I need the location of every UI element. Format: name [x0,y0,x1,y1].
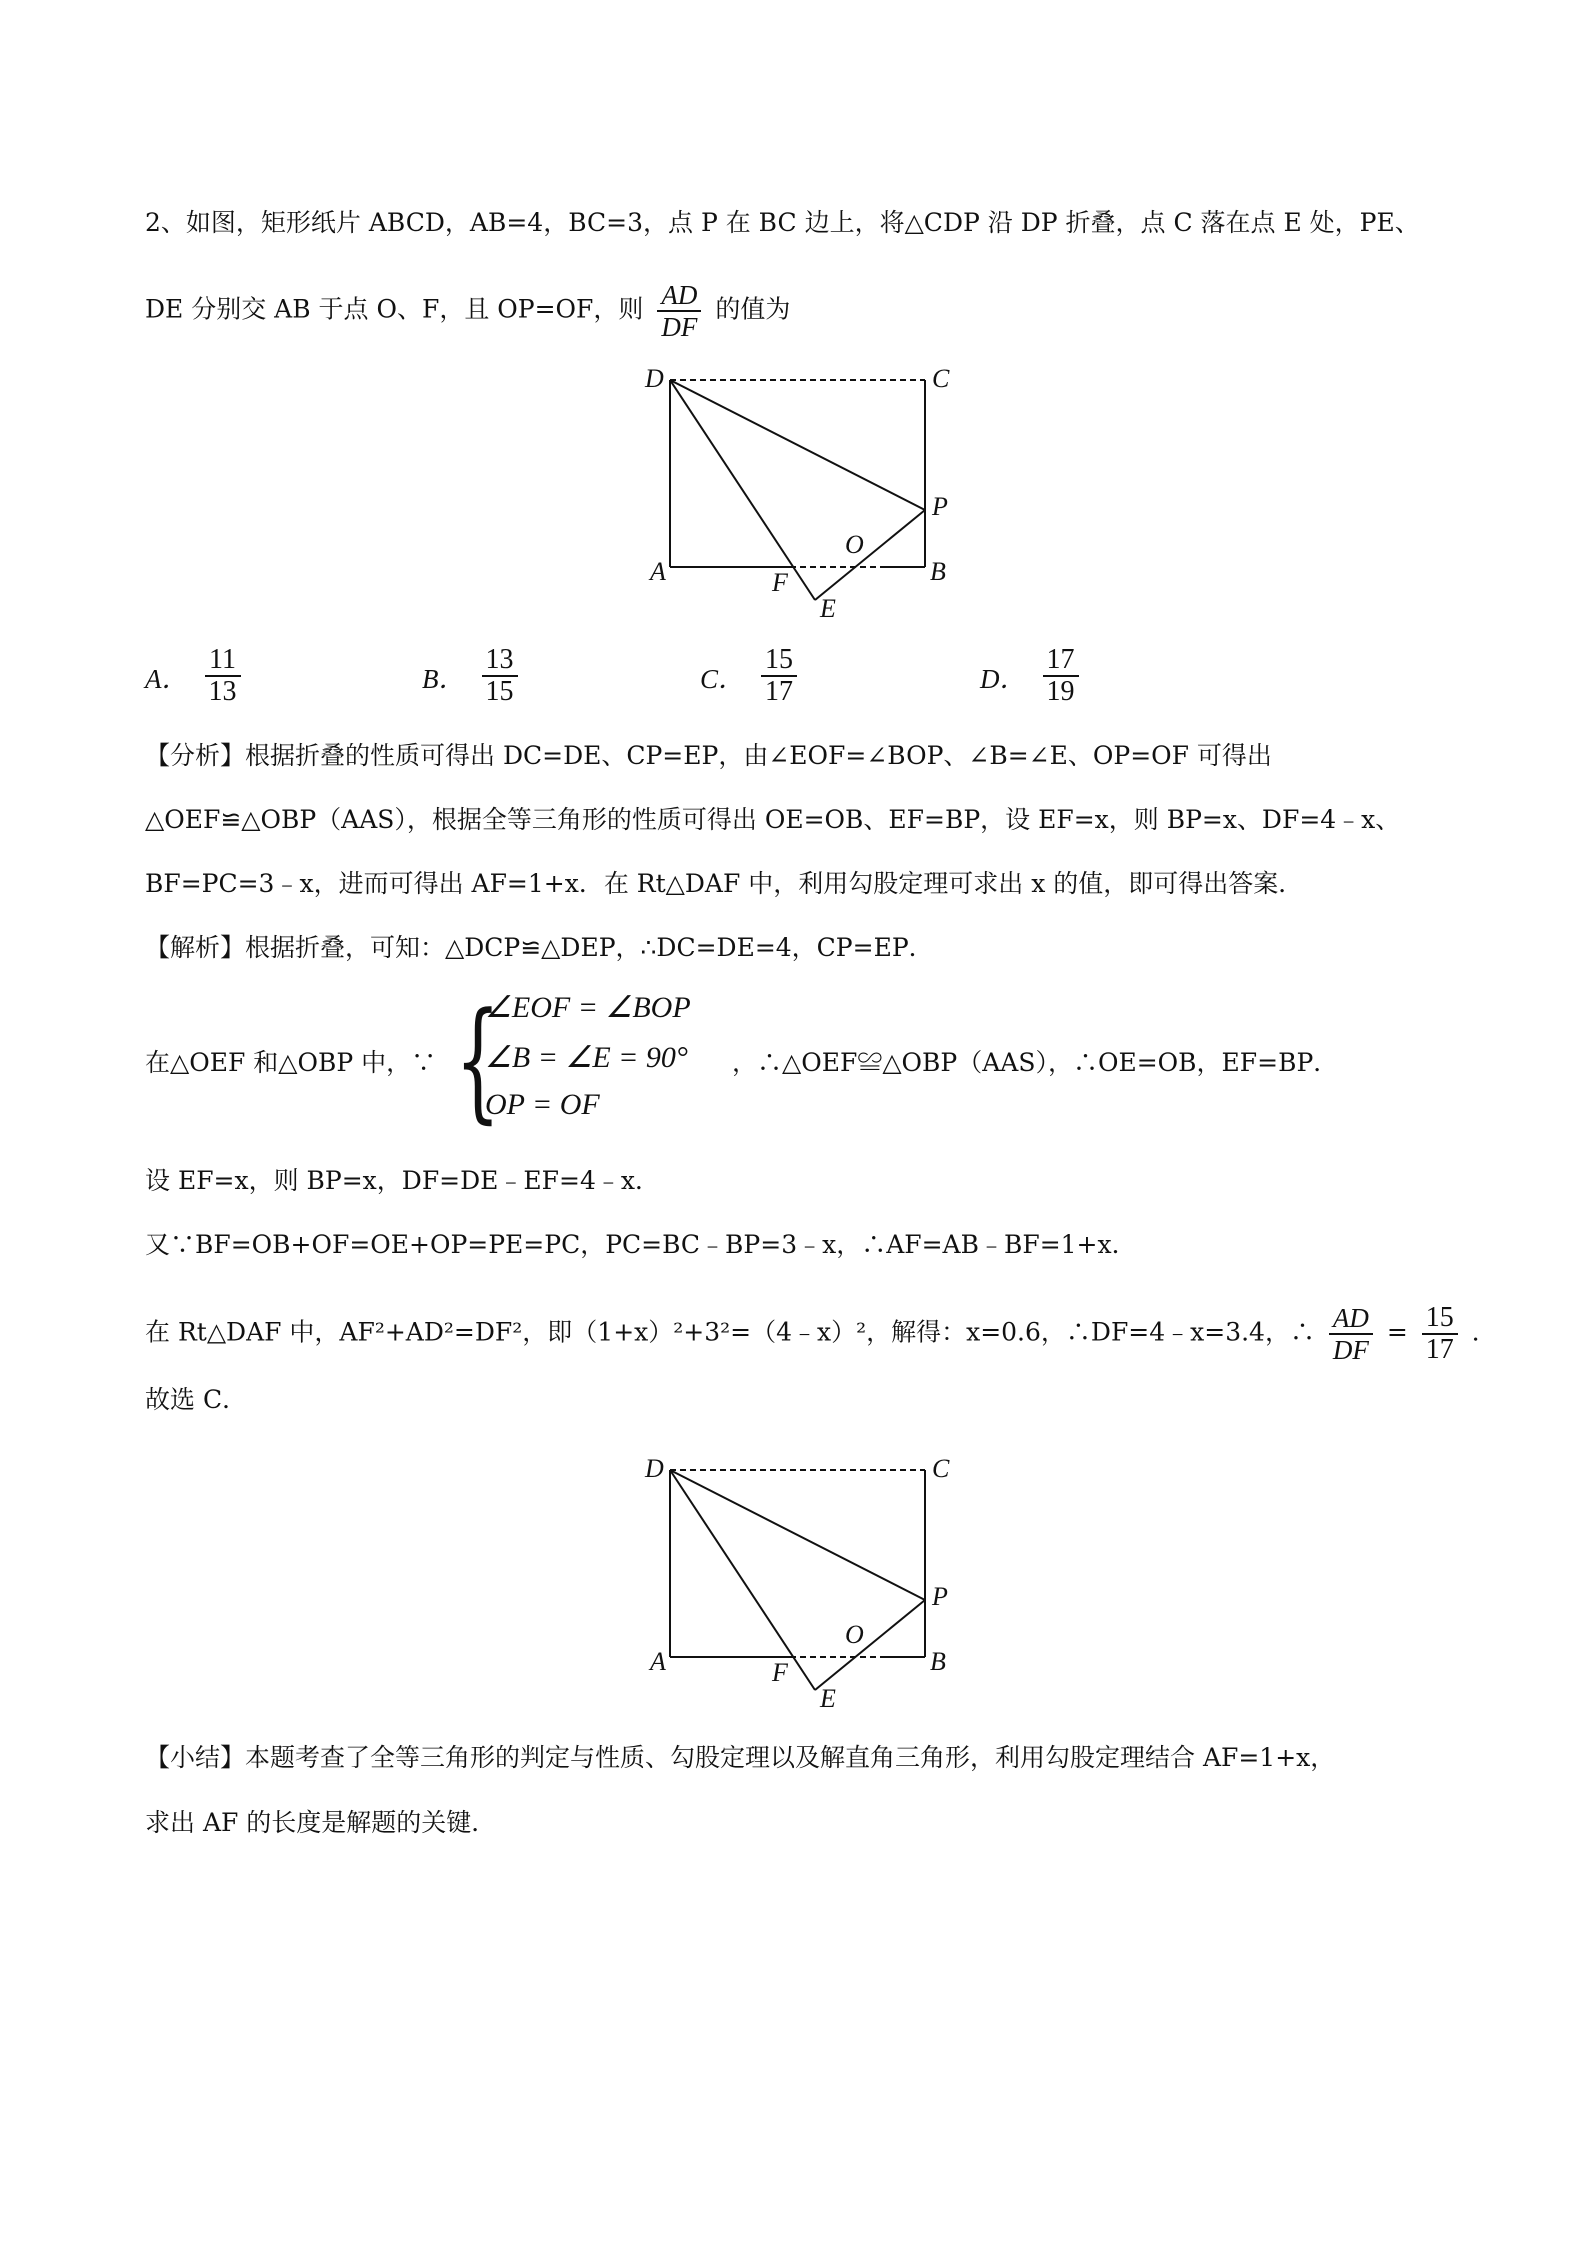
solution-line-5 [145,1303,1497,1365]
system-row-1: ∠EOF = ∠BOP [485,991,691,1024]
equals-sign: = [1386,1317,1408,1347]
question-line-2-pre: DE 分别交 AB 于点 O、F，且 OP=OF，则 [145,294,644,324]
summary-line-2: 求出 AF 的长度是解题的关键． [145,1808,497,1837]
solution-line-2-post: ，∴△OEF≌△OBP（AAS），∴OE=OB，EF=BP． [732,1048,1339,1077]
label-a: A [650,557,666,586]
label-o-2: O [845,1620,864,1649]
question-line-2-post: 的值为 [715,294,791,324]
label-d: D [645,364,664,393]
solution-line-2-pre: 在△OEF 和△OBP 中，∵ [145,1048,437,1077]
rectangle-fold-diagram [640,355,970,625]
result-num: 15 [1425,1302,1454,1333]
label-d-2: D [645,1454,664,1483]
option-b-label: B． [422,663,466,694]
label-o: O [845,530,864,559]
option-c-num: 15 [765,644,794,675]
question-figure [640,355,970,631]
option-a-den: 13 [205,675,241,707]
solution-line-1: 【解析】根据折叠，可知：△DCP≌△DEP，∴DC=DE=4，CP=EP． [145,933,934,962]
option-d-den: 19 [1043,675,1079,707]
option-c-den: 17 [761,675,797,707]
label-f: F [772,568,788,597]
solution-line-4: 又∵BF=OB+OF=OE+OP=PE=PC，PC=BC﹣BP=3﹣x，∴AF=AB﹣BF=1+x． [145,1230,1137,1259]
option-b [422,645,524,707]
option-b-fraction [482,645,518,707]
label-a-2: A [650,1647,666,1676]
equation-system [455,985,715,1135]
analysis-line-3: BF=PC=3﹣x，进而可得出 AF=1+x．在 Rt△DAF 中，利用勾股定理可求出 x 的值，即可得出答案． [145,869,1304,898]
option-a-fraction [205,645,241,707]
option-a-label: A． [145,663,189,694]
question-line-1: 2、如图，矩形纸片 ABCD，AB=4，BC=3，点 P 在 BC 边上，将△CDP 沿 DP 折叠，点 C 落在点 E 处，PE、 [145,208,1420,237]
solution-figure [640,1445,970,1721]
label-c-2: C [932,1454,950,1483]
question-fraction-num: AD [661,280,698,310]
label-e-2: E [820,1684,836,1713]
result-den: 17 [1422,1333,1458,1365]
solution-line-6: 故选 C． [145,1385,248,1414]
solution-fraction-num: AD [1332,1303,1369,1333]
question-line-2 [145,280,790,342]
brace-icon: { [455,984,501,1136]
option-d-fraction [1043,645,1079,707]
option-b-den: 15 [482,675,518,707]
question-fraction-den: DF [657,310,701,342]
label-f-2: F [772,1658,788,1687]
solution-line-5-end: ． [1471,1317,1497,1347]
option-c [700,645,803,707]
solution-fraction-ad-df [1329,1303,1373,1365]
analysis-line-2: △OEF≌△OBP（AAS），根据全等三角形的性质可得出 OE=OB、EF=BP，设 EF=x，则 BP=x、DF=4﹣x、 [145,805,1401,834]
label-p-2: P [932,1582,948,1611]
label-b: B [930,557,946,586]
rectangle-fold-diagram-2 [640,1445,970,1715]
label-c: C [932,364,950,393]
system-row-3: OP = OF [485,1088,600,1121]
option-b-num: 13 [485,644,514,675]
option-a [145,645,247,707]
option-d-num: 17 [1046,644,1075,675]
option-a-num: 11 [209,644,236,675]
summary-line-1: 【小结】本题考查了全等三角形的判定与性质、勾股定理以及解直角三角形，利用勾股定理结合 AF=1+x， [145,1743,1336,1772]
solution-line-5-text: 在 Rt△DAF 中，AF²+AD²=DF²，即（1+x）²+3²=（4﹣x）²，解得：x=0.6，∴DF=4﹣x=3.4，∴ [145,1317,1315,1347]
option-d-label: D． [980,663,1027,694]
question-fraction [657,280,701,342]
label-e: E [820,594,836,623]
label-b-2: B [930,1647,946,1676]
system-row-2: ∠B = ∠E = 90° [485,1041,688,1074]
option-c-label: C． [700,663,746,694]
analysis-line-1: 【分析】根据折叠的性质可得出 DC=DE、CP=EP，由∠EOF=∠BOP、∠B=∠E、OP=OF 可得出 [145,741,1272,770]
option-c-fraction [761,645,797,707]
option-d [980,645,1085,707]
solution-line-3: 设 EF=x，则 BP=x，DF=DE﹣EF=4﹣x． [145,1166,660,1195]
solution-fraction-den: DF [1329,1333,1373,1365]
solution-fraction-result [1422,1303,1458,1365]
label-p: P [932,492,948,521]
